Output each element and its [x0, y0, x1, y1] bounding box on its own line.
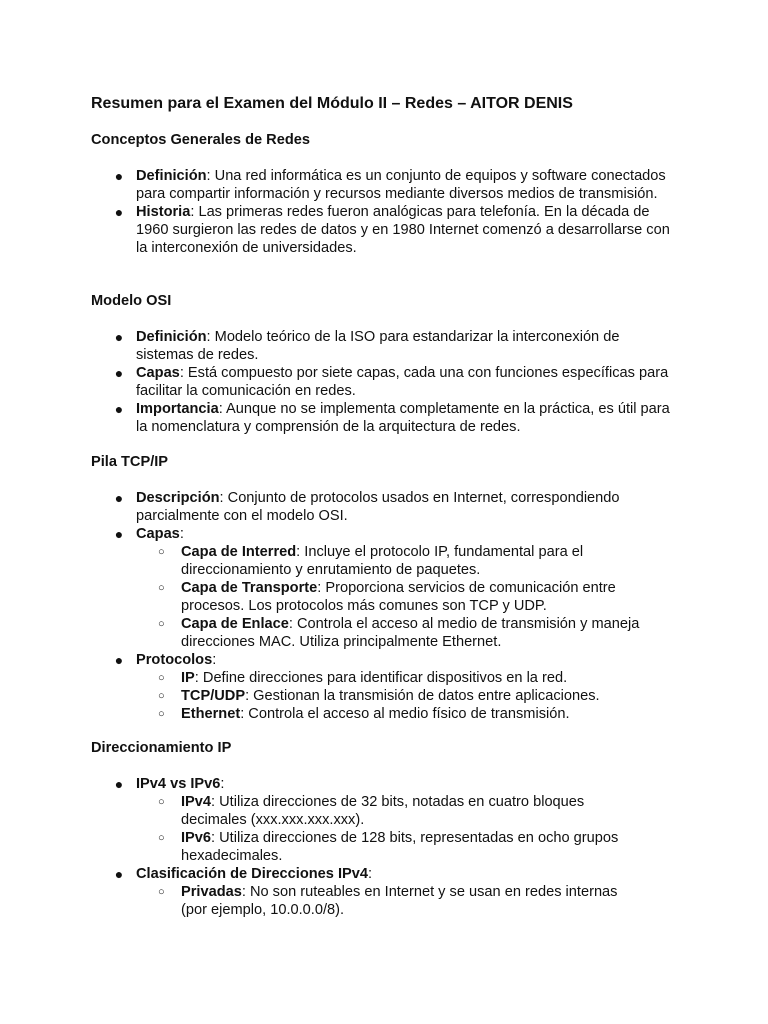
sub-list-item [136, 705, 641, 723]
item-term: IP [181, 670, 195, 686]
item-text: : [212, 652, 217, 668]
item-text: : [179, 526, 184, 542]
sub-list [136, 793, 676, 865]
circle-bullet-icon: ○ [158, 832, 165, 844]
sub-list-item [136, 829, 641, 865]
item-text: : Está compuesto por siete capas, cada una con funciones específicas para facilitar la comunicación en redes. [136, 365, 669, 399]
sub-list-item [136, 793, 641, 829]
item-term: Capa de Enlace [181, 616, 289, 632]
circle-bullet-icon: ○ [158, 618, 165, 630]
item-term: Definición [136, 329, 207, 345]
item-term: TCP/UDP [181, 688, 246, 704]
list-item [0, 364, 676, 400]
item-text: : Las primeras redes fueron analógicas para telefonía. En la década de 1960 surgieron las redes de datos y en 1980 Internet comenzó a desarrollarse con la interconexión de universidades. [136, 204, 670, 256]
section-conceptos-generales [0, 131, 768, 257]
item-text: : Controla el acceso al medio de transmisión y maneja direcciones MAC. Utiliza principalmente Ethernet. [181, 616, 640, 650]
bullet-icon: ● [114, 652, 124, 668]
sub-list-item [136, 615, 641, 651]
sub-list [136, 669, 676, 723]
bullet-list [0, 489, 768, 723]
item-text: : Conjunto de protocolos usados en Internet, correspondiendo parcialmente con el modelo OSI. [136, 490, 620, 524]
item-term: Importancia [136, 401, 219, 417]
item-term: Clasificación de Direcciones IPv4 [136, 866, 368, 882]
bullet-icon: ● [114, 490, 124, 506]
circle-bullet-icon: ○ [158, 708, 165, 720]
circle-bullet-icon: ○ [158, 672, 165, 684]
item-term: Ethernet [181, 706, 241, 722]
bullet-list [0, 775, 768, 919]
item-term: Capas [136, 365, 180, 381]
sub-list [136, 883, 676, 919]
item-term: Descripción [136, 490, 220, 506]
item-term: Capa de Interred [181, 544, 297, 560]
item-term: Protocolos [136, 652, 213, 668]
item-term: Definición [136, 168, 207, 184]
document-title: Resumen para el Examen del Módulo II – Redes – AITOR DENIS [91, 95, 573, 112]
item-term: Capa de Transporte [181, 580, 318, 596]
item-text: : Modelo teórico de la ISO para estandarizar la interconexión de sistemas de redes. [136, 329, 620, 363]
bullet-icon: ● [114, 365, 124, 381]
item-text: : Define direcciones para identificar dispositivos en la red. [194, 670, 568, 686]
item-text: : Proporciona servicios de comunicación entre procesos. Los protocolos más comunes son TCP y UDP. [181, 580, 616, 614]
item-text: : Utiliza direcciones de 32 bits, notadas en cuatro bloques decimales (xxx.xxx.xxx.xxx). [181, 794, 585, 828]
list-item [0, 167, 676, 203]
item-text: : Incluye el protocolo IP, fundamental para el direccionamiento y enrutamiento de paquetes. [181, 544, 584, 578]
sub-list-item [136, 687, 641, 705]
list-item [0, 328, 676, 364]
circle-bullet-icon: ○ [158, 546, 165, 558]
list-item [0, 400, 676, 436]
circle-bullet-icon: ○ [158, 690, 165, 702]
section-heading: Conceptos Generales de Redes [91, 132, 310, 148]
item-term: Historia [136, 204, 191, 220]
circle-bullet-icon: ○ [158, 582, 165, 594]
list-item [0, 489, 676, 525]
item-term: Privadas [181, 884, 242, 900]
item-term: Capas [136, 526, 180, 542]
section-modelo-osi [0, 292, 768, 436]
bullet-icon: ● [114, 866, 124, 882]
item-text: : Una red informática es un conjunto de equipos y software conectados para compartir información y recursos mediante diversos medios de transmisión. [136, 168, 666, 202]
item-term: IPv4 [181, 794, 212, 810]
bullet-icon: ● [114, 204, 124, 220]
item-term: IPv6 [181, 830, 212, 846]
section-direccionamiento-ip [0, 739, 768, 919]
item-text: : [367, 866, 373, 882]
item-term: IPv4 vs IPv6 [136, 776, 221, 792]
bullet-icon: ● [114, 329, 124, 345]
section-heading: Pila TCP/IP [91, 454, 169, 470]
bullet-icon: ● [114, 776, 124, 792]
bullet-icon: ● [114, 168, 124, 184]
sub-list-item [136, 669, 641, 687]
bullet-icon: ● [114, 401, 124, 417]
circle-bullet-icon: ○ [158, 796, 165, 808]
item-text: : Utiliza direcciones de 128 bits, representadas en ocho grupos hexadecimales. [181, 830, 619, 864]
item-text: : No son ruteables en Internet y se usan en redes internas (por ejemplo, 10.0.0.0/8). [181, 884, 618, 918]
list-item [0, 651, 676, 723]
item-text: : [220, 776, 225, 792]
sub-list-item [136, 883, 641, 919]
list-item [0, 775, 676, 865]
section-pila-tcp-ip [0, 453, 768, 723]
item-text: : Aunque no se implementa completamente en la práctica, es útil para la nomenclatura y comprensión de la arquitectura de redes. [136, 401, 670, 435]
bullet-list [0, 328, 768, 436]
bullet-list [0, 167, 768, 257]
bullet-icon: ● [114, 526, 124, 542]
section-heading: Direccionamiento IP [91, 740, 232, 756]
list-item [0, 525, 676, 651]
sub-list [136, 543, 676, 651]
item-text: : Gestionan la transmisión de datos entre aplicaciones. [245, 688, 600, 704]
sub-list-item [136, 579, 641, 615]
item-text: : Controla el acceso al medio físico de transmisión. [240, 706, 570, 722]
sub-list-item [136, 543, 641, 579]
list-item [0, 865, 676, 919]
list-item [0, 203, 676, 257]
section-heading: Modelo OSI [91, 293, 172, 309]
circle-bullet-icon: ○ [158, 886, 165, 898]
